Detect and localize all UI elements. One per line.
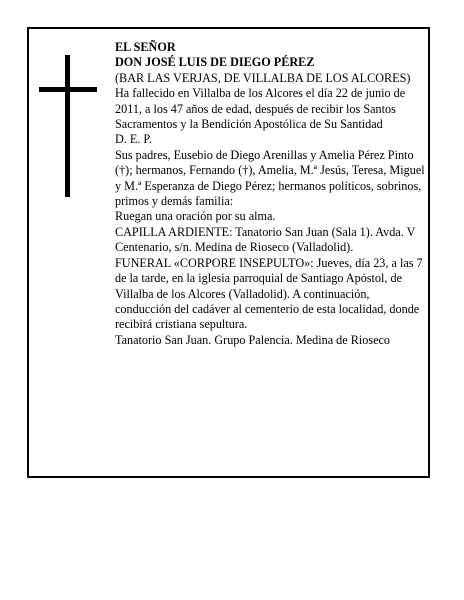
notice-body	[115, 40, 427, 348]
rip-line: D. E. P.	[115, 132, 152, 147]
cross-icon	[39, 55, 97, 197]
deceased-subtitle: (BAR LAS VERJAS, DE VILLALBA DE LOS ALCORES)	[115, 70, 411, 85]
chapel-info: CAPILLA ARDIENTE: Tanatorio San Juan (Sala 1). Avda. V Centenario, s/n. Medina de Rioseco (Valladolid).	[115, 224, 416, 255]
title-line-1: EL SEÑOR	[115, 40, 176, 54]
family-list: Sus padres, Eusebio de Diego Arenillas y Amelia Pérez Pinto (†); hermanos, Fernando (†), Amelia, M.ª Jesús, Teresa, Miguel y M.ª Esperanza de Diego Pérez; hermanos políticos, sobrinos, primos y demás familia:	[115, 147, 425, 209]
death-announcement: Ha fallecido en Villalba de los Alcores el día 22 de junio de 2011, a los 47 años de edad, después de recibir los Santos Sacramentos y la Bendición Apostólica de Su Santidad	[115, 86, 406, 132]
cross-vertical-bar	[65, 55, 70, 197]
funeral-home-footer: Tanatorio San Juan. Grupo Palencia. Medina de Rioseco	[115, 332, 390, 347]
funeral-info: FUNERAL «CORPORE INSEPULTO»: Jueves, día 23, a las 7 de la tarde, en la iglesia parroquial de Santiago Apóstol, de Villalba de los Alcores (Valladolid). A continuación, conducción del cadáver al cementerio de esta localidad, donde recibirá cristiana sepultura.	[115, 255, 423, 332]
deceased-name: DON JOSÉ LUIS DE DIEGO PÉREZ	[115, 55, 315, 70]
prayer-request: Ruegan una oración por su alma.	[115, 209, 276, 224]
cross-horizontal-bar	[39, 87, 97, 92]
obituary-notice	[27, 27, 430, 478]
